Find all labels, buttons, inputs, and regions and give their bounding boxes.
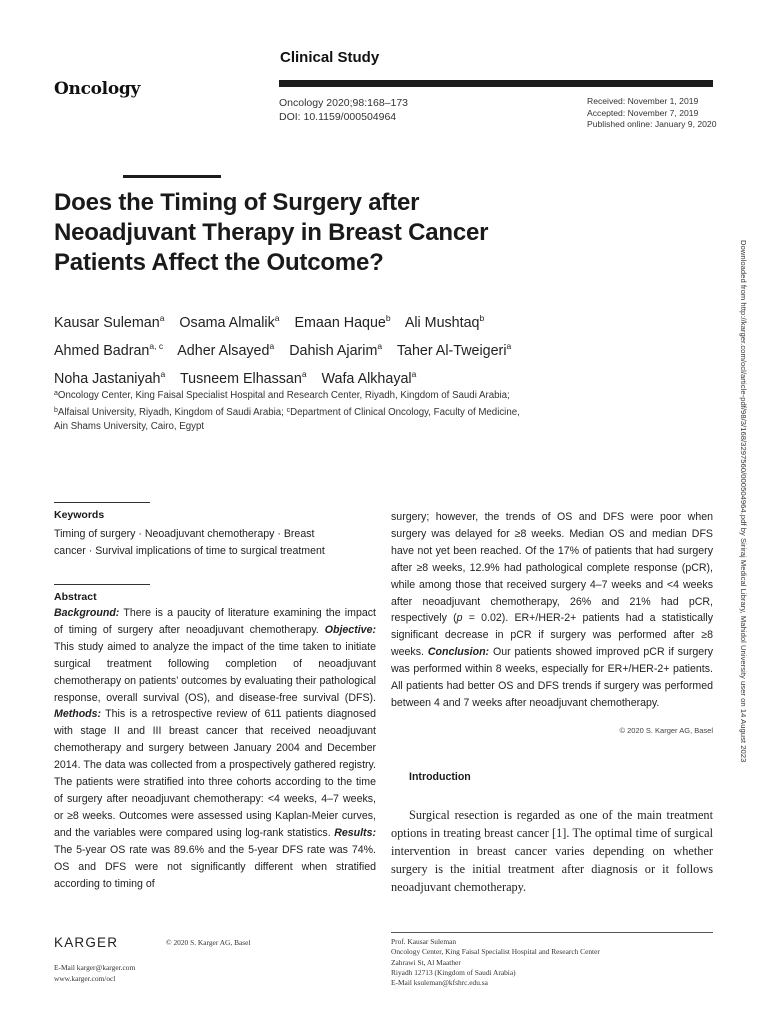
abstract-heading: Abstract bbox=[54, 591, 97, 603]
title-line: Neoadjuvant Therapy in Breast Cancer bbox=[54, 219, 489, 246]
download-watermark bbox=[737, 240, 751, 800]
abstract-body-right bbox=[391, 509, 713, 712]
results-text: The 5-year OS rate was 89.6% and the 5-year DFS rate was 74%. OS and DFS were not significantly different when stratified according to timing of bbox=[54, 843, 376, 890]
correspondence-email[interactable]: E-Mail ksuleman@kfshrc.edu.sa bbox=[391, 978, 488, 988]
keywords-line: cancer · Survival implications of time to surgical treatment bbox=[54, 544, 325, 557]
methods-text: This is a retrospective review of 611 patients diagnosed with stage II and III breast cancer that received neoadjuvant chemotherapy and surgery between January 2004 and December 2014. The data was collected from a prospectively gathered registry. The patients were stratified into three cohorts according to the time of surgery after neoadjuvant chemotherapy: <4 weeks, 4–7 weeks, or ≥8 weeks. Outcomes were assessed using Kaplan-Meier curves, and the variables were compared using log-rank statistics. bbox=[54, 708, 376, 839]
methods-label: Methods: bbox=[54, 708, 102, 721]
author-name: Osama Almalik$^a$ bbox=[179, 313, 280, 331]
publisher-logo: KARGER bbox=[54, 935, 119, 950]
doi-link[interactable]: DOI: 10.1159/000504964 bbox=[279, 111, 397, 123]
publication-dates bbox=[587, 96, 716, 131]
journal-logo: Oncology bbox=[54, 79, 141, 99]
accepted-date: Accepted: November 7, 2019 bbox=[587, 107, 699, 118]
author-name: Wafa Alkhayal$^a$ bbox=[321, 369, 417, 387]
objective-label: Objective: bbox=[324, 623, 376, 636]
author-name: Noha Jastaniyah$^a$ bbox=[54, 369, 166, 387]
keywords-rule bbox=[54, 502, 150, 503]
download-note: Downloaded from http://karger.com/ocl/article-pdf/98/3/168/3297560/000504964.pdf by Siriraj Medical Library, Mahidol University user on 14 August 2023 bbox=[739, 240, 748, 763]
author-name: Tusneem Elhassan$^a$ bbox=[179, 369, 307, 387]
results-text-continued: = 0.02). ER+/HER-2+ patients had a statistically significant decrease in pCR if surgery was performed after ≥8 weeks. bbox=[391, 612, 713, 659]
affiliation-line: $^a$Oncology Center, King Faisal Specialist Hospital and Research Center, Riyadh, Kingdom of Saudi Arabia; bbox=[54, 390, 510, 401]
author-row bbox=[54, 335, 574, 363]
title-rule bbox=[123, 175, 221, 178]
correspondence-block bbox=[391, 937, 600, 988]
introduction-text: Surgical resection is regarded as one of the main treatment options in treating breast cancer [1]. The optimal time of surgical intervention in breast cancer varies depending on whether surgery is the initial treatment after diagnosis or it follows neoadjuvant chemotherapy. bbox=[391, 808, 713, 894]
corresponding-author: Prof. Kausar Suleman bbox=[391, 937, 457, 946]
abstract-body-left bbox=[54, 605, 376, 892]
keywords-line: Timing of surgery · Neoadjuvant chemotherapy · Breast bbox=[54, 528, 315, 540]
keywords-text bbox=[54, 526, 374, 560]
citation-block bbox=[279, 96, 408, 124]
footer-rule bbox=[391, 932, 713, 933]
publisher-contact bbox=[54, 963, 135, 984]
abstract-copyright: © 2020 S. Karger AG, Basel bbox=[619, 726, 713, 735]
abstract-rule bbox=[54, 584, 150, 585]
author-list bbox=[54, 307, 574, 391]
published-date: Published online: January 9, 2020 bbox=[587, 119, 717, 129]
keywords-heading: Keywords bbox=[54, 509, 105, 521]
article-title bbox=[54, 188, 614, 278]
publisher-email[interactable]: E-Mail karger@karger.com bbox=[54, 963, 136, 972]
title-line: Patients Affect the Outcome? bbox=[54, 249, 384, 276]
affiliations bbox=[54, 387, 574, 435]
header-rule bbox=[279, 80, 713, 87]
correspondence-address: Oncology Center, King Faisal Specialist Hospital and Research Center bbox=[391, 947, 600, 957]
correspondence-address: Zahrawi St, Al Maather bbox=[391, 957, 461, 967]
author-row bbox=[54, 307, 574, 335]
publisher-website[interactable]: www.karger.com/ocl bbox=[54, 973, 116, 983]
conclusion-text: Our patients showed improved pCR if surgery was performed within 8 weeks, especially for ER+/HER-2+ patients. All patients had better OS and DFS trends if surgery was performed between 4 and 7 weeks after neoadjuvant chemotherapy. bbox=[391, 646, 714, 709]
introduction-heading: Introduction bbox=[409, 771, 471, 783]
objective-text: This study aimed to analyze the impact of the time taken to initiate surgical treatment following completion of neoadjuvant chemotherapy on patients’ outcomes by evaluating their pathological response, overall survival (OS), and disease-free survival (DFS). bbox=[54, 640, 376, 704]
author-name: Kausar Suleman$^a$ bbox=[54, 313, 165, 331]
section-label: Clinical Study bbox=[280, 49, 380, 66]
affiliation-line: $^b$Alfaisal University, Riyadh, Kingdom of Saudi Arabia; $^c$Department of Clinical Oncology, Faculty of Medicine, bbox=[54, 406, 520, 418]
title-line: Does the Timing of Surgery after bbox=[54, 189, 420, 216]
background-text: There is a paucity of literature examining the impact of timing of surgery after neoadjuvant chemotherapy. bbox=[54, 607, 376, 636]
p-value-symbol: p bbox=[456, 612, 463, 625]
author-name: Adher Alsayed$^a$ bbox=[177, 341, 275, 359]
author-name: Ahmed Badran$^{a, c}$ bbox=[54, 341, 164, 359]
results-label: Results: bbox=[334, 826, 376, 839]
affiliation-line: Ain Shams University, Cairo, Egypt bbox=[54, 421, 205, 432]
author-name: Emaan Haque$^b$ bbox=[294, 313, 391, 331]
conclusion-label: Conclusion: bbox=[427, 646, 490, 659]
results-text-continued: surgery; however, the trends of OS and DFS were poor when surgery was delayed for ≥8 weeks. Median OS and median DFS have not yet been reached. Of the 17% of patients that had surgery after ≥8 weeks, 12.9% had pathological complete response (pCR), while among those that received surgery 4–7 weeks and <4 weeks after neoadjuvant chemotherapy, 26% and 21% had pCR, respectively ( bbox=[391, 511, 713, 625]
footer-copyright: © 2020 S. Karger AG, Basel bbox=[166, 938, 251, 947]
author-name: Ali Mushtaq$^b$ bbox=[404, 313, 485, 331]
received-date: Received: November 1, 2019 bbox=[587, 96, 699, 106]
author-name: Taher Al-Tweigeri$^a$ bbox=[396, 341, 512, 359]
background-label: Background: bbox=[54, 607, 120, 619]
author-name: Dahish Ajarim$^a$ bbox=[289, 341, 383, 359]
citation-line: Oncology 2020;98:168–173 bbox=[279, 97, 409, 109]
correspondence-address: Riyadh 12713 (Kingdom of Saudi Arabia) bbox=[391, 967, 516, 977]
